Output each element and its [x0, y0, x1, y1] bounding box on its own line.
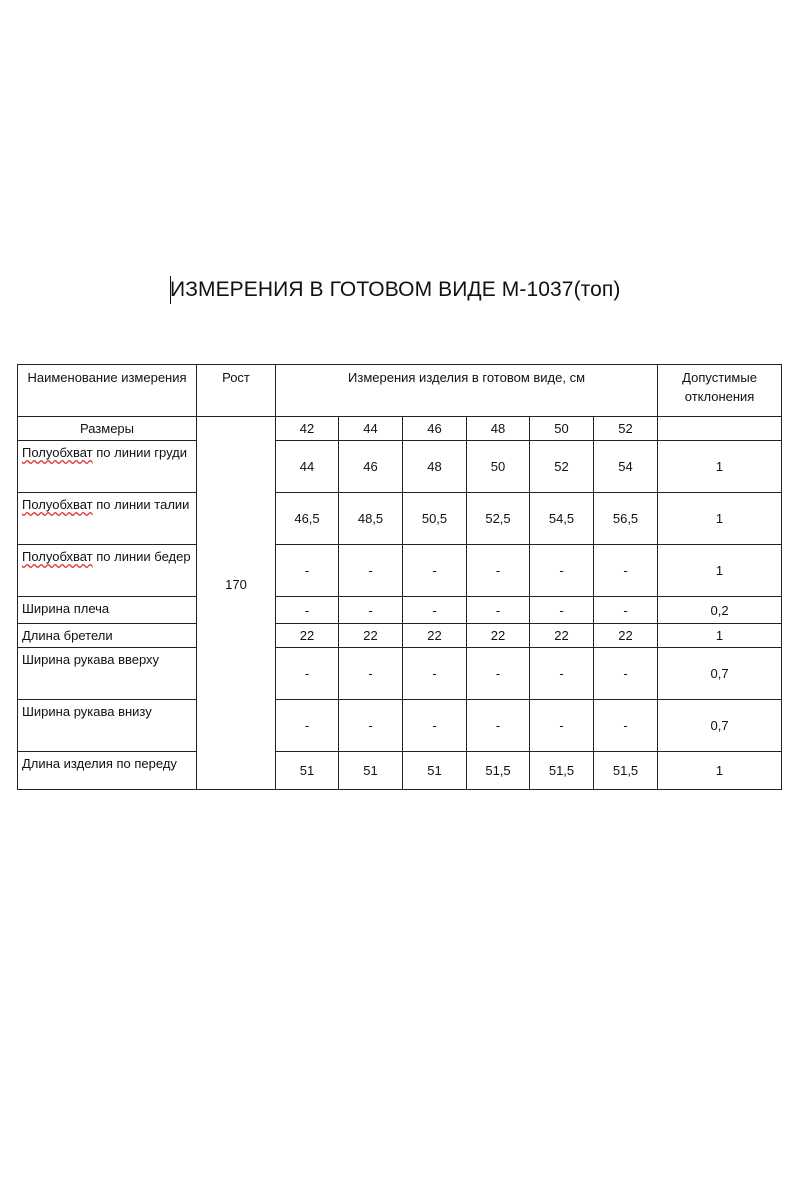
- value-cell: -: [339, 597, 403, 624]
- measure-name: Полуобхват по линии груди: [18, 441, 197, 493]
- value-cell: -: [403, 597, 467, 624]
- value-cell: -: [594, 700, 658, 752]
- tolerance-empty-cell: [658, 417, 782, 441]
- value-cell: -: [403, 700, 467, 752]
- value-cell: 22: [276, 624, 339, 648]
- value-cell: 51: [403, 752, 467, 790]
- value-cell: -: [467, 597, 530, 624]
- tolerance-cell: 0,2: [658, 597, 782, 624]
- value-cell: -: [530, 545, 594, 597]
- size-cell: 46: [403, 417, 467, 441]
- value-cell: -: [276, 597, 339, 624]
- size-cell: 50: [530, 417, 594, 441]
- value-cell: 22: [594, 624, 658, 648]
- measurements-table: [17, 364, 782, 790]
- value-cell: 46,5: [276, 493, 339, 545]
- tolerance-cell: 1: [658, 624, 782, 648]
- height-value: 170: [225, 577, 247, 592]
- value-cell: -: [339, 648, 403, 700]
- header-height: Рост: [197, 365, 276, 417]
- value-cell: 22: [339, 624, 403, 648]
- table-row: [18, 545, 782, 597]
- value-cell: 22: [403, 624, 467, 648]
- value-cell: -: [467, 700, 530, 752]
- measure-name: Ширина рукава вверху: [18, 648, 197, 700]
- header-row: [18, 365, 782, 417]
- value-cell: 52: [530, 441, 594, 493]
- document-title: ИЗМЕРЕНИЯ В ГОТОВОМ ВИДЕ М-1037(топ): [170, 278, 621, 301]
- value-cell: 54: [594, 441, 658, 493]
- value-cell: -: [594, 648, 658, 700]
- value-cell: 22: [467, 624, 530, 648]
- tolerance-cell: 0,7: [658, 648, 782, 700]
- value-cell: 48,5: [339, 493, 403, 545]
- value-cell: 51: [339, 752, 403, 790]
- header-measures: Измерения изделия в готовом виде, см: [276, 365, 658, 417]
- value-cell: -: [530, 597, 594, 624]
- value-cell: -: [276, 648, 339, 700]
- value-cell: 44: [276, 441, 339, 493]
- tolerance-cell: 1: [658, 441, 782, 493]
- size-cell: 52: [594, 417, 658, 441]
- value-cell: 51,5: [530, 752, 594, 790]
- value-cell: 22: [530, 624, 594, 648]
- measure-name: Длина бретели: [18, 624, 197, 648]
- value-cell: -: [594, 597, 658, 624]
- value-cell: 51: [276, 752, 339, 790]
- value-cell: -: [403, 648, 467, 700]
- tolerance-cell: 1: [658, 545, 782, 597]
- header-tolerance: Допустимые отклонения: [658, 365, 782, 417]
- value-cell: -: [594, 545, 658, 597]
- value-cell: -: [403, 545, 467, 597]
- measure-name: Полуобхват по линии бедер: [18, 545, 197, 597]
- value-cell: -: [467, 545, 530, 597]
- value-cell: 54,5: [530, 493, 594, 545]
- size-cell: 48: [467, 417, 530, 441]
- value-cell: -: [530, 700, 594, 752]
- tolerance-cell: 1: [658, 752, 782, 790]
- value-cell: 56,5: [594, 493, 658, 545]
- measure-name: Длина изделия по переду: [18, 752, 197, 790]
- table-row: [18, 597, 782, 624]
- value-cell: 51,5: [467, 752, 530, 790]
- header-name: Наименование измерения: [18, 365, 197, 417]
- value-cell: -: [276, 545, 339, 597]
- value-cell: 50: [467, 441, 530, 493]
- value-cell: -: [467, 648, 530, 700]
- sizes-row: [18, 417, 782, 441]
- value-cell: -: [339, 700, 403, 752]
- table-row: [18, 752, 782, 790]
- measure-name: Полуобхват по линии талии: [18, 493, 197, 545]
- value-cell: 52,5: [467, 493, 530, 545]
- value-cell: 48: [403, 441, 467, 493]
- tolerance-cell: 0,7: [658, 700, 782, 752]
- size-cell: 42: [276, 417, 339, 441]
- table-row: [18, 441, 782, 493]
- measure-name: Ширина плеча: [18, 597, 197, 624]
- measure-name: Ширина рукава внизу: [18, 700, 197, 752]
- height-value-cell: [197, 417, 276, 790]
- value-cell: 51,5: [594, 752, 658, 790]
- value-cell: 50,5: [403, 493, 467, 545]
- table-row: [18, 493, 782, 545]
- value-cell: -: [530, 648, 594, 700]
- sizes-label: Размеры: [18, 417, 197, 441]
- value-cell: -: [339, 545, 403, 597]
- table-row: [18, 624, 782, 648]
- table-row: [18, 648, 782, 700]
- table-row: [18, 700, 782, 752]
- value-cell: -: [276, 700, 339, 752]
- tolerance-cell: 1: [658, 493, 782, 545]
- value-cell: 46: [339, 441, 403, 493]
- size-cell: 44: [339, 417, 403, 441]
